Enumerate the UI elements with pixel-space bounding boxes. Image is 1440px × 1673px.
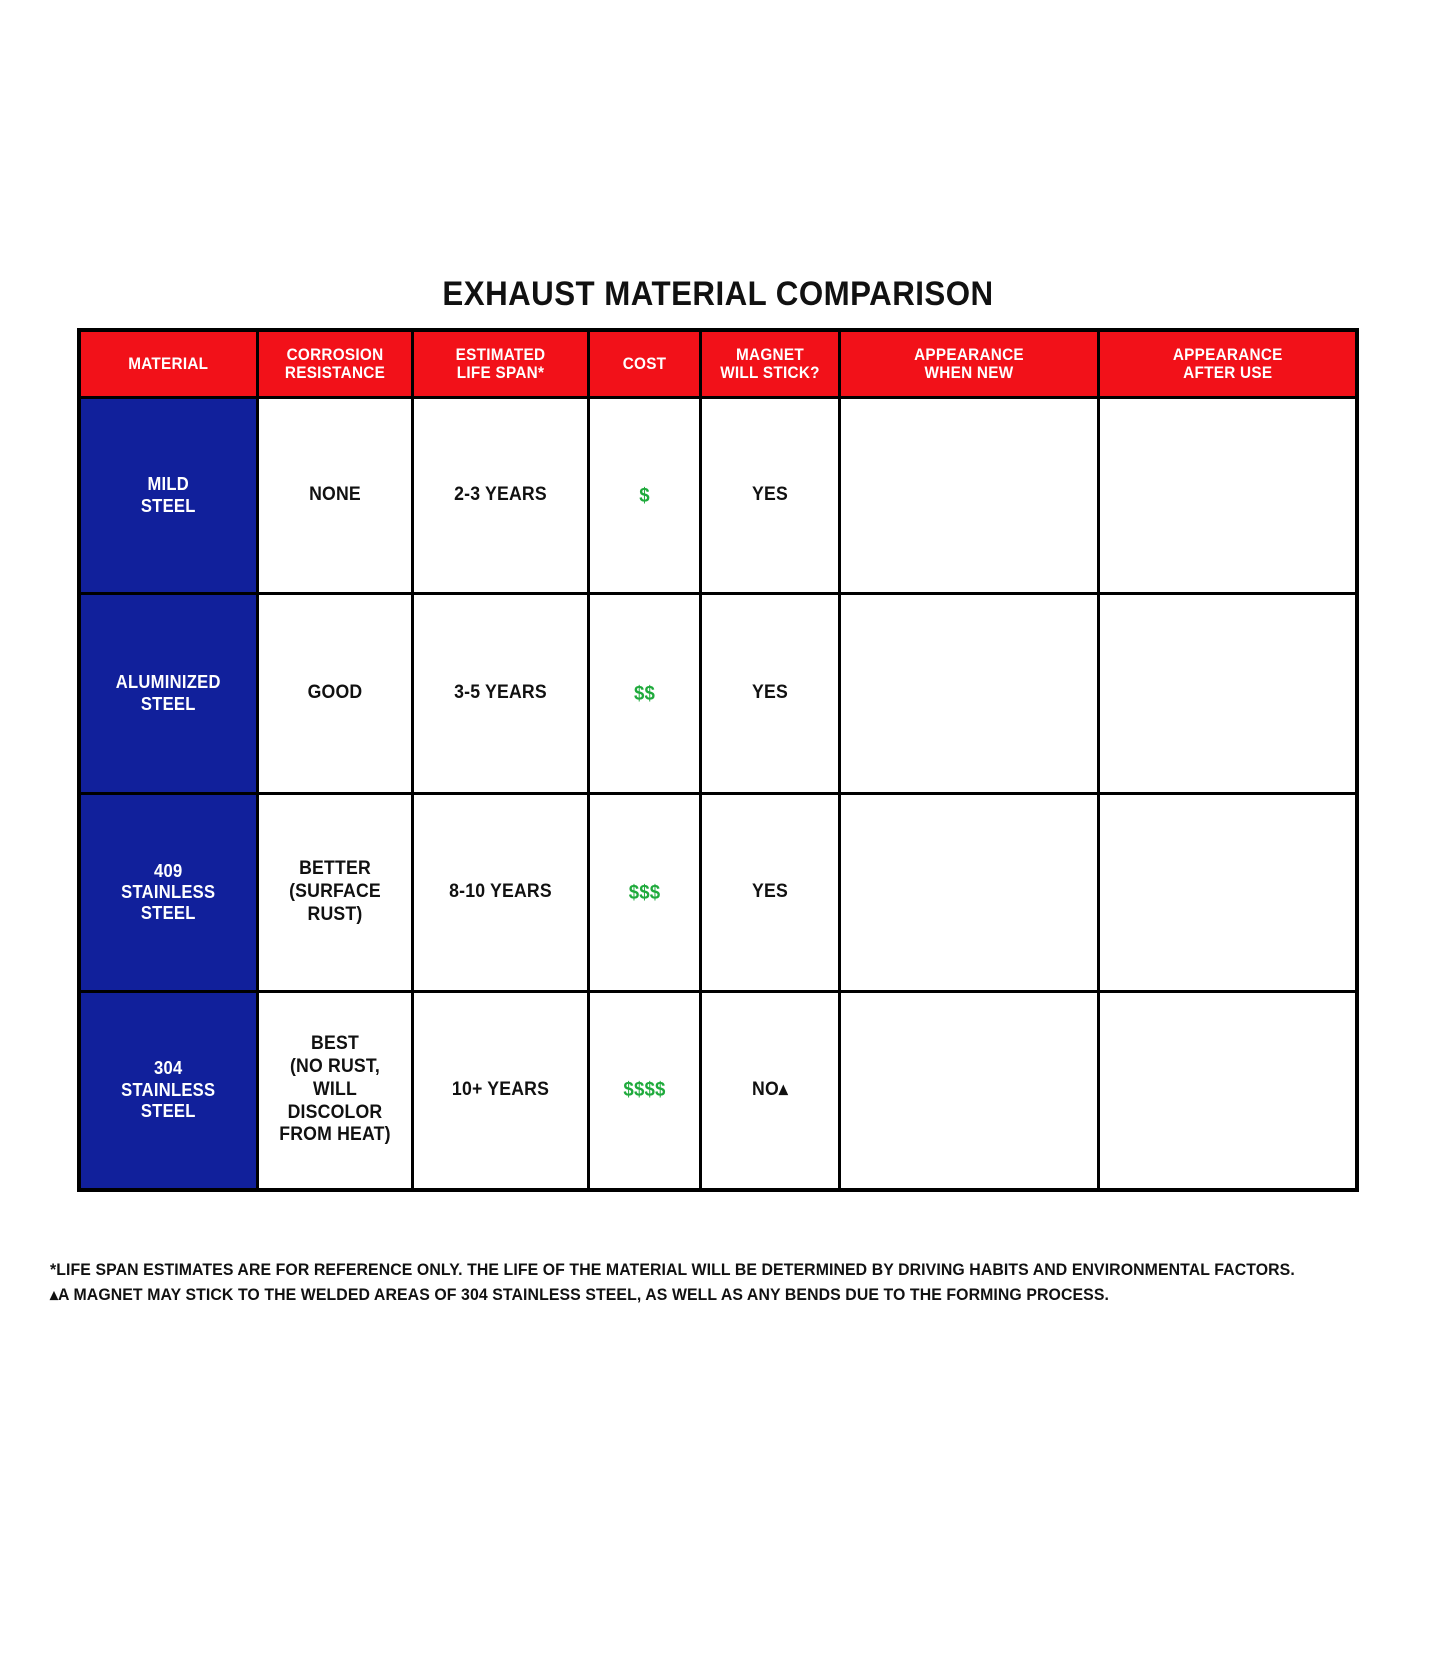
magnet-cell <box>700 794 839 992</box>
appearance-used-cell <box>1098 992 1357 1190</box>
magnet-cell <box>700 594 839 794</box>
corrosion-resistance-cell <box>257 794 412 992</box>
appearance-used-cell <box>1098 794 1357 992</box>
corrosion-resistance-cell <box>257 398 412 594</box>
header-line: MATERIAL <box>128 354 209 374</box>
appearance-new-cell <box>839 992 1098 1190</box>
exhaust-material-comparison-infographic <box>38 275 1398 1192</box>
value-line: GOOD <box>307 682 362 704</box>
header-line: CORROSION <box>286 345 383 365</box>
table-header <box>79 330 1357 398</box>
life-span-cell <box>412 594 588 794</box>
footnote-life-span: *LIFE SPAN ESTIMATES ARE FOR REFERENCE ONLY. THE LIFE OF THE MATERIAL WILL BE DETERMINED BY DRIVING HABITS AND ENVIRONMENTAL FACTORS. <box>50 1261 1295 1279</box>
cost-cell <box>588 594 700 794</box>
value-line: 8-10 YEARS <box>448 881 552 903</box>
material-label-line: 409 <box>154 860 183 881</box>
magnet-cell <box>700 992 839 1190</box>
cost-cell <box>588 794 700 992</box>
header-line: AFTER USE <box>1182 363 1272 382</box>
column-header-estimated-life-span <box>412 330 588 398</box>
column-header-magnet-will-stick <box>700 330 839 398</box>
value-line: $$$ <box>628 881 660 904</box>
value-line: $ <box>638 484 650 507</box>
material-label-line: STEEL <box>140 1100 196 1121</box>
appearance-used-cell <box>1098 594 1357 794</box>
footnotes <box>50 1258 1390 1308</box>
value-line: RUST) <box>307 903 362 925</box>
material-cell-mild-steel <box>79 398 257 594</box>
appearance-new-cell <box>839 594 1098 794</box>
header-line: RESISTANCE <box>284 363 385 382</box>
column-header-appearance-after-use <box>1098 330 1357 398</box>
header-line: ESTIMATED <box>455 345 545 365</box>
value-line: NO▴ <box>751 1078 788 1100</box>
material-label-line: STEEL <box>140 903 196 924</box>
page-title: EXHAUST MATERIAL COMPARISON <box>442 275 994 313</box>
table-row <box>79 594 1357 794</box>
footnote-magnet: ▴A MAGNET MAY STICK TO THE WELDED AREAS OF 304 STAINLESS STEEL, AS WELL AS ANY BENDS DUE TO THE FORMING PROCESS. <box>50 1285 1109 1304</box>
value-line: WILL DISCOLOR <box>287 1078 382 1123</box>
value-line: BETTER <box>298 858 371 880</box>
material-cell-409-stainless-steel <box>79 794 257 992</box>
life-span-cell <box>412 398 588 594</box>
header-line: APPEARANCE <box>1172 345 1283 365</box>
header-line: APPEARANCE <box>913 345 1024 365</box>
appearance-new-cell <box>839 794 1098 992</box>
column-header-cost <box>588 330 700 398</box>
value-line: 10+ YEARS <box>451 1078 549 1100</box>
material-cell-304-stainless-steel <box>79 992 257 1190</box>
appearance-used-cell <box>1098 398 1357 594</box>
header-line: MAGNET <box>735 345 804 365</box>
header-line: LIFE SPAN* <box>456 363 544 382</box>
header-row <box>79 330 1357 398</box>
value-line: BEST <box>310 1033 359 1055</box>
material-cell-aluminized-steel <box>79 594 257 794</box>
value-line: $$$$ <box>622 1079 666 1102</box>
life-span-cell <box>412 992 588 1190</box>
column-header-appearance-when-new <box>839 330 1098 398</box>
column-header-material <box>79 330 257 398</box>
appearance-new-cell <box>839 398 1098 594</box>
corrosion-resistance-cell <box>257 992 412 1190</box>
value-line: YES <box>751 682 788 704</box>
table-row <box>79 398 1357 594</box>
header-line: COST <box>622 354 666 374</box>
value-line: YES <box>751 484 788 506</box>
material-label-line: STAINLESS <box>121 1079 216 1100</box>
column-header-corrosion-resistance <box>257 330 412 398</box>
material-label-line: MILD <box>147 474 190 495</box>
table-row <box>79 794 1357 992</box>
table-body <box>79 398 1357 1190</box>
table-row <box>79 992 1357 1190</box>
value-line: NONE <box>308 484 361 506</box>
value-line: FROM HEAT) <box>278 1124 391 1146</box>
comparison-table <box>77 328 1359 1192</box>
magnet-cell <box>700 398 839 594</box>
header-line: WILL STICK? <box>719 363 820 382</box>
material-label-line: 304 <box>154 1058 183 1079</box>
cost-cell <box>588 992 700 1190</box>
material-label-line: STEEL <box>140 693 196 714</box>
cost-cell <box>588 398 700 594</box>
corrosion-resistance-cell <box>257 594 412 794</box>
value-line: 3-5 YEARS <box>453 682 547 704</box>
value-line: 2-3 YEARS <box>453 484 547 506</box>
value-line: (NO RUST, <box>289 1056 380 1078</box>
material-label-line: ALUMINIZED <box>115 672 221 693</box>
header-line: WHEN NEW <box>924 363 1013 382</box>
value-line: YES <box>751 881 788 903</box>
value-line: $$ <box>633 682 655 705</box>
material-label-line: STAINLESS <box>121 881 216 902</box>
material-label-line: STEEL <box>140 495 196 516</box>
life-span-cell <box>412 794 588 992</box>
value-line: (SURFACE <box>288 881 381 903</box>
